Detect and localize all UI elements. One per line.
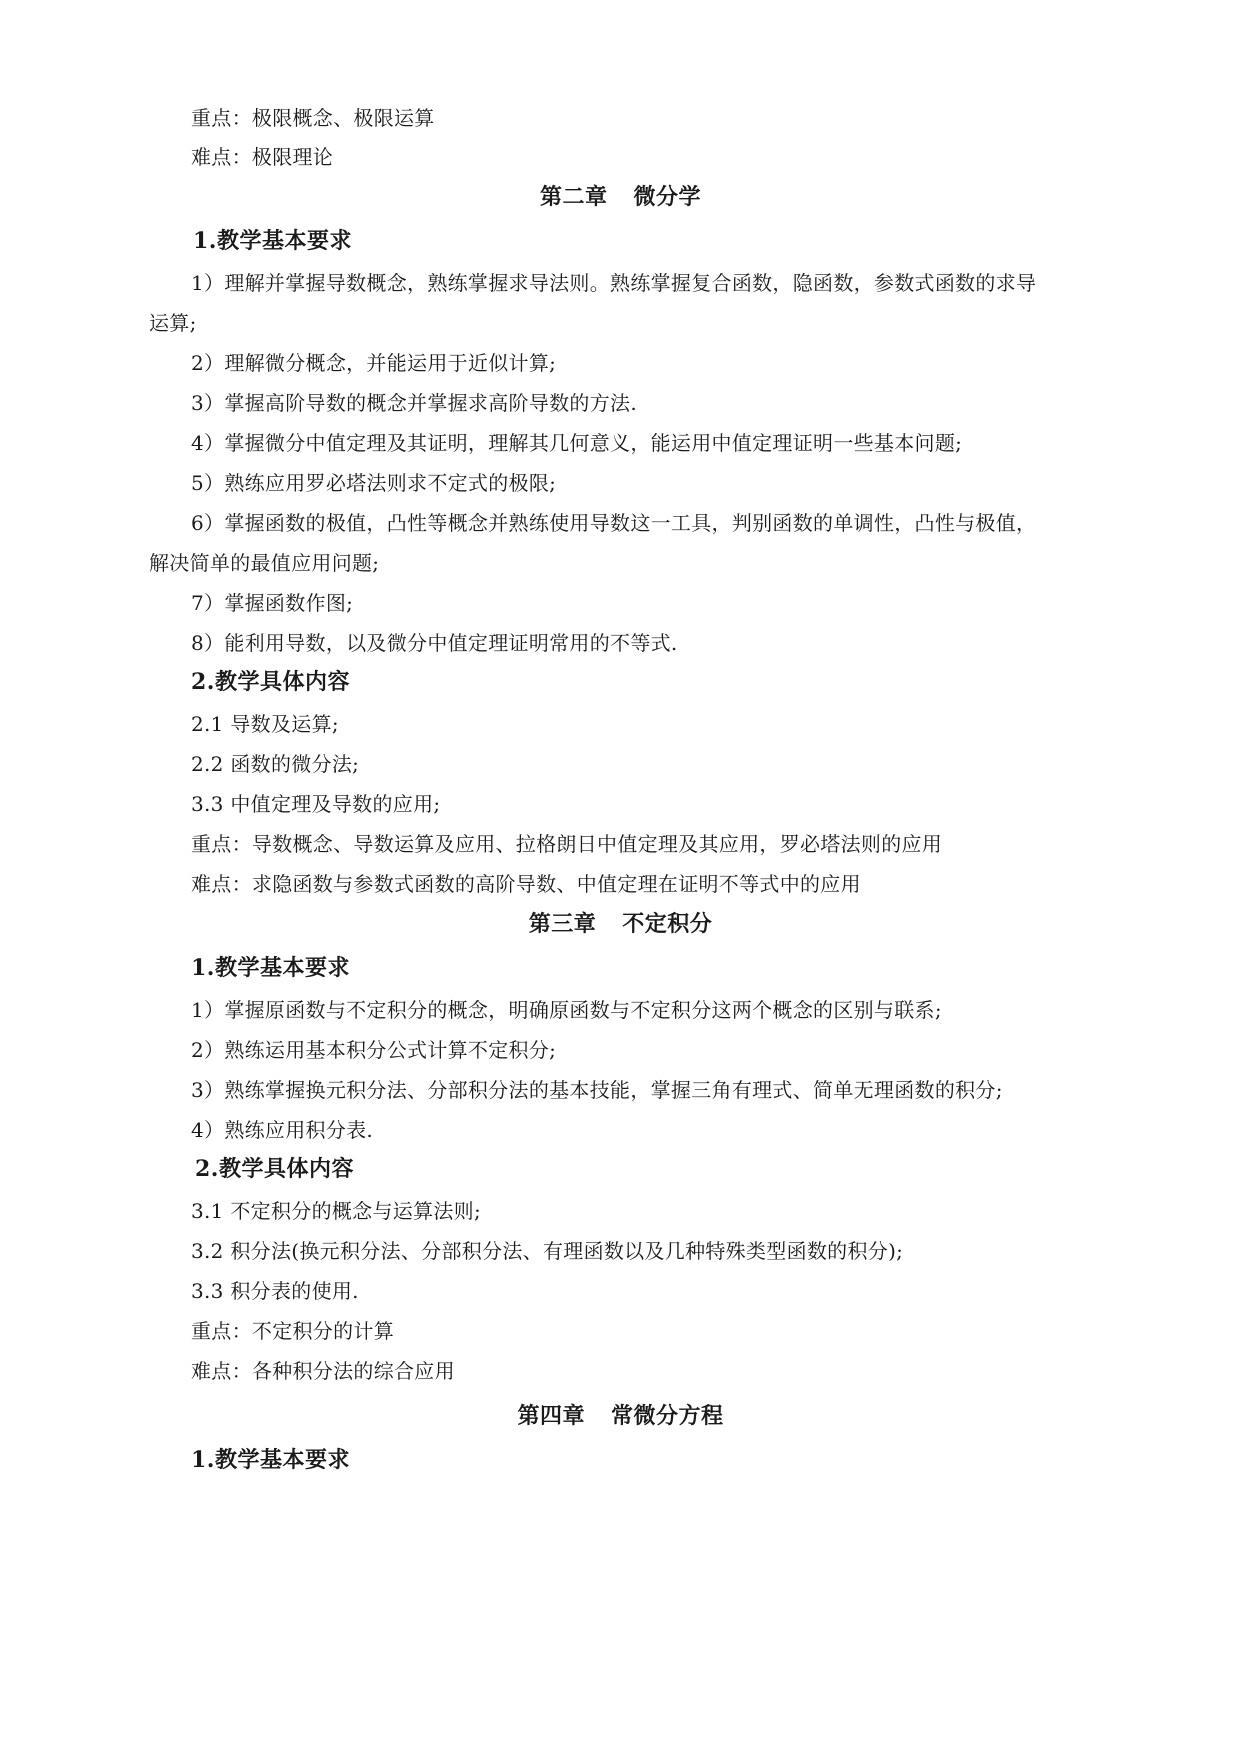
- ch2-key-points: 重点：导数概念、导数运算及应用、拉格朗日中值定理及其应用，罗必塔法则的应用: [191, 832, 943, 856]
- ch2-req-item-6-cont: 解决简单的最值应用问题;: [149, 551, 380, 575]
- ch3-content-item-2: 3.2 积分法(换元积分法、分部积分法、有理函数以及几种特殊类型函数的积分);: [191, 1239, 904, 1263]
- ch3-req-item-4: 4）熟练应用积分表.: [191, 1118, 374, 1142]
- ch3-difficulties: 难点：各种积分法的综合应用: [191, 1359, 455, 1383]
- ch4-chapter-num: 第四章: [517, 1403, 585, 1429]
- ch3-req-item-1: 1）掌握原函数与不定积分的概念，明确原函数与不定积分这两个概念的区别与联系;: [191, 998, 942, 1022]
- ch4-req-heading: 1.教学基本要求: [191, 1447, 350, 1473]
- ch2-content-item-2: 2.2 函数的微分法;: [191, 752, 360, 776]
- ch3-chapter-num: 第三章: [528, 911, 597, 937]
- ch2-req-item-5: 5）熟练应用罗必塔法则求不定式的极限;: [191, 471, 557, 495]
- ch2-chapter-title: 微分学: [633, 184, 702, 210]
- ch4-title: [0, 1402, 1241, 1430]
- ch2-req-item-3: 3）掌握高阶导数的概念并掌握求高阶导数的方法.: [191, 391, 637, 415]
- ch2-content-item-3: 3.3 中值定理及导数的应用;: [191, 792, 441, 816]
- ch3-title: [0, 910, 1241, 938]
- ch2-req-item-2: 2）理解微分概念，并能运用于近似计算;: [191, 351, 557, 375]
- ch3-key-points: 重点：不定积分的计算: [191, 1319, 394, 1343]
- ch3-content-item-1: 3.1 不定积分的概念与运算法则;: [191, 1199, 482, 1223]
- ch2-content-item-1: 2.1 导数及运算;: [191, 712, 339, 736]
- ch2-difficulties: 难点：求隐函数与参数式函数的高阶导数、中值定理在证明不等式中的应用: [191, 872, 861, 896]
- ch3-req-item-3: 3）熟练掌握换元积分法、分部积分法的基本技能，掌握三角有理式、简单无理函数的积分;: [191, 1078, 1003, 1102]
- ch2-req-item-8: 8）能利用导数，以及微分中值定理证明常用的不等式.: [191, 631, 678, 655]
- ch4-chapter-title: 常微分方程: [611, 1403, 724, 1429]
- ch1-difficulties: 难点：极限理论: [191, 145, 334, 169]
- ch2-req-item-6: 6）掌握函数的极值，凸性等概念并熟练使用导数这一工具，判别函数的单调性，凸性与极值，: [191, 511, 1037, 535]
- ch3-chapter-title: 不定积分: [622, 911, 713, 937]
- ch3-req-item-2: 2）熟练运用基本积分公式计算不定积分;: [191, 1038, 557, 1062]
- ch2-content-heading: 2.教学具体内容: [191, 669, 350, 695]
- ch2-req-item-1: 1）理解并掌握导数概念，熟练掌握求导法则。熟练掌握复合函数，隐函数，参数式函数的求导: [191, 271, 1037, 295]
- ch2-req-heading: 1.教学基本要求: [193, 228, 352, 254]
- ch2-req-item-1-cont: 运算;: [149, 311, 197, 335]
- ch2-req-item-4: 4）掌握微分中值定理及其证明，理解其几何意义，能运用中值定理证明一些基本问题;: [191, 431, 963, 455]
- ch3-req-heading: 1.教学基本要求: [191, 955, 350, 981]
- ch1-key-points: 重点：极限概念、极限运算: [191, 106, 435, 130]
- ch2-title: [0, 183, 1241, 211]
- ch2-req-item-7: 7）掌握函数作图;: [191, 591, 354, 615]
- ch3-content-item-3: 3.3 积分表的使用.: [191, 1279, 359, 1303]
- ch3-content-heading: 2.教学具体内容: [195, 1156, 354, 1182]
- ch2-chapter-num: 第二章: [539, 184, 608, 210]
